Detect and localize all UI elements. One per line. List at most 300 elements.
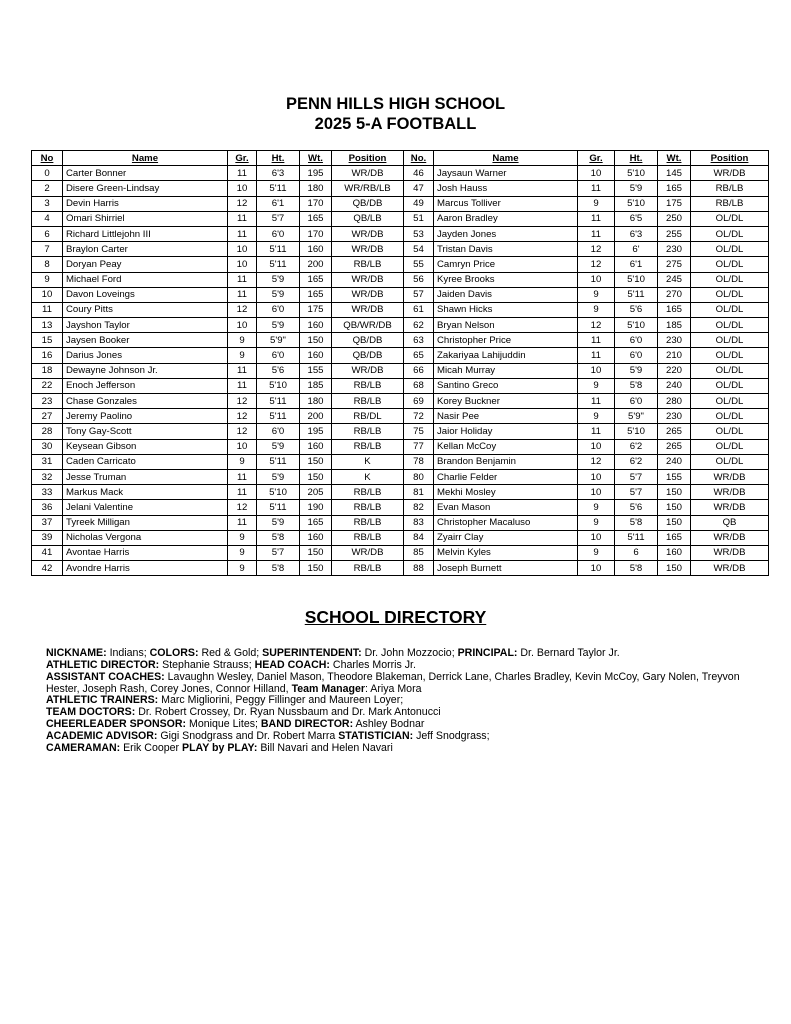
- player-weight: 165: [300, 211, 332, 226]
- cheerleader-sponsor-label: CHEERLEADER SPONSOR:: [46, 718, 187, 731]
- roster-row: [32, 226, 769, 241]
- player-position-2: RB/LB: [691, 196, 769, 211]
- player-height-2: 5'6: [615, 500, 658, 515]
- col-header-no: No: [32, 151, 63, 166]
- player-name-2: Jaysaun Warner: [434, 166, 578, 181]
- player-grade-2: 9: [578, 545, 615, 560]
- player-height: 5'7: [257, 211, 300, 226]
- player-name: Tyreek Milligan: [63, 515, 228, 530]
- player-grade: 9: [228, 530, 257, 545]
- player-grade-2: 11: [578, 333, 615, 348]
- player-position-2: WR/DB: [691, 545, 769, 560]
- player-position: RB/LB: [332, 500, 404, 515]
- player-weight: 200: [300, 409, 332, 424]
- player-height: 5'8: [257, 530, 300, 545]
- player-number: 31: [32, 454, 63, 469]
- player-grade: 11: [228, 485, 257, 500]
- player-grade: 9: [228, 545, 257, 560]
- col-header-position: Position: [332, 151, 404, 166]
- player-weight: 150: [300, 469, 332, 484]
- player-height: 6'0: [257, 302, 300, 317]
- player-number-2: 53: [404, 226, 434, 241]
- cameraman-value: Erik Cooper: [123, 741, 180, 754]
- player-grade-2: 9: [578, 287, 615, 302]
- roster-row: [32, 242, 769, 257]
- player-name-2: Josh Hauss: [434, 181, 578, 196]
- player-grade: 10: [228, 181, 257, 196]
- player-number: 6: [32, 226, 63, 241]
- player-height: 5'7: [257, 545, 300, 560]
- player-position-2: OL/DL: [691, 287, 769, 302]
- player-height: 5'11: [257, 257, 300, 272]
- col-header-weight: Wt.: [300, 151, 332, 166]
- player-grade: 11: [228, 272, 257, 287]
- player-position-2: OL/DL: [691, 242, 769, 257]
- player-name: Nicholas Vergona: [63, 530, 228, 545]
- player-position: RB/DL: [332, 409, 404, 424]
- player-name-2: Nasir Pee: [434, 409, 578, 424]
- player-weight-2: 175: [658, 196, 691, 211]
- player-height: 5'11: [257, 394, 300, 409]
- player-name: Coury Pitts: [63, 302, 228, 317]
- player-height-2: 5'11: [615, 287, 658, 302]
- player-number-2: 46: [404, 166, 434, 181]
- player-name: Dewayne Johnson Jr.: [63, 363, 228, 378]
- player-number-2: 82: [404, 500, 434, 515]
- player-weight-2: 165: [658, 181, 691, 196]
- player-grade-2: 11: [578, 181, 615, 196]
- roster-table: [31, 150, 769, 576]
- player-height: 5'11: [257, 409, 300, 424]
- player-number: 16: [32, 348, 63, 363]
- player-weight-2: 275: [658, 257, 691, 272]
- statistician-label: STATISTICIAN:: [338, 729, 414, 742]
- player-position: WR/DB: [332, 545, 404, 560]
- player-name: Braylon Carter: [63, 242, 228, 257]
- roster-row: [32, 363, 769, 378]
- player-name: Tony Gay-Scott: [63, 424, 228, 439]
- player-position: RB/LB: [332, 561, 404, 576]
- player-position-2: OL/DL: [691, 302, 769, 317]
- player-grade-2: 10: [578, 166, 615, 181]
- player-height: 5'9: [257, 469, 300, 484]
- player-height-2: 5'9: [615, 181, 658, 196]
- player-position: WR/DB: [332, 272, 404, 287]
- roster-row: [32, 439, 769, 454]
- player-grade-2: 11: [578, 394, 615, 409]
- player-number: 30: [32, 439, 63, 454]
- team-doctors-value: Dr. Robert Crossey, Dr. Ryan Nussbaum and Dr. Mark Antonucci: [138, 706, 441, 719]
- athletic-trainers-value: Marc Migliorini, Peggy Fillinger and Maureen Loyer;: [161, 694, 404, 707]
- player-height: 5'9: [257, 287, 300, 302]
- roster-row: [32, 545, 769, 560]
- player-weight: 205: [300, 485, 332, 500]
- player-position-2: OL/DL: [691, 454, 769, 469]
- player-height-2: 5'8: [615, 561, 658, 576]
- player-name-2: Evan Mason: [434, 500, 578, 515]
- player-position-2: WR/DB: [691, 561, 769, 576]
- athletic-director-value: Stephanie Strauss;: [162, 658, 252, 671]
- player-position-2: OL/DL: [691, 318, 769, 333]
- roster-row: [32, 166, 769, 181]
- player-weight-2: 150: [658, 500, 691, 515]
- player-grade: 11: [228, 287, 257, 302]
- player-name: Enoch Jefferson: [63, 378, 228, 393]
- player-number: 36: [32, 500, 63, 515]
- player-position-2: QB: [691, 515, 769, 530]
- col-header-weight-2: Wt.: [658, 151, 691, 166]
- player-name-2: Mekhi Mosley: [434, 485, 578, 500]
- player-height: 5'11: [257, 500, 300, 515]
- player-height-2: 5'9": [615, 409, 658, 424]
- roster-row: [32, 515, 769, 530]
- player-height-2: 5'6: [615, 302, 658, 317]
- player-position-2: OL/DL: [691, 211, 769, 226]
- player-name: Michael Ford: [63, 272, 228, 287]
- player-number-2: 85: [404, 545, 434, 560]
- player-name: Davon Loveings: [63, 287, 228, 302]
- player-weight: 160: [300, 318, 332, 333]
- player-height-2: 6': [615, 242, 658, 257]
- player-grade: 12: [228, 196, 257, 211]
- player-number-2: 83: [404, 515, 434, 530]
- player-weight: 160: [300, 530, 332, 545]
- player-name-2: Jaiden Davis: [434, 287, 578, 302]
- player-position-2: WR/DB: [691, 166, 769, 181]
- player-number-2: 51: [404, 211, 434, 226]
- player-weight-2: 160: [658, 545, 691, 560]
- directory-title: SCHOOL DIRECTORY: [304, 607, 487, 627]
- player-number-2: 54: [404, 242, 434, 257]
- roster-row: [32, 530, 769, 545]
- player-number: 28: [32, 424, 63, 439]
- player-height: 5'9: [257, 515, 300, 530]
- player-height: 5'9: [257, 439, 300, 454]
- player-number-2: 78: [404, 454, 434, 469]
- player-name: Markus Mack: [63, 485, 228, 500]
- player-name-2: Bryan Nelson: [434, 318, 578, 333]
- player-weight: 190: [300, 500, 332, 515]
- player-name: Avontae Harris: [63, 545, 228, 560]
- team-manager-value: : Ariya Mora: [364, 682, 422, 695]
- player-height-2: 5'11: [615, 530, 658, 545]
- player-grade: 12: [228, 409, 257, 424]
- player-height-2: 5'10: [615, 424, 658, 439]
- player-weight-2: 270: [658, 287, 691, 302]
- player-height-2: 5'10: [615, 196, 658, 211]
- player-weight: 150: [300, 333, 332, 348]
- head-coach-label: HEAD COACH:: [254, 658, 330, 671]
- player-weight: 160: [300, 242, 332, 257]
- player-weight-2: 210: [658, 348, 691, 363]
- colors-value: Red & Gold;: [201, 647, 260, 659]
- player-grade: 9: [228, 333, 257, 348]
- roster-row: [32, 469, 769, 484]
- player-weight-2: 165: [658, 530, 691, 545]
- player-position-2: OL/DL: [691, 424, 769, 439]
- player-position-2: OL/DL: [691, 363, 769, 378]
- player-position-2: WR/DB: [691, 485, 769, 500]
- player-position: WR/DB: [332, 226, 404, 241]
- player-height-2: 6: [615, 545, 658, 560]
- player-name-2: Micah Murray: [434, 363, 578, 378]
- roster-row: [32, 348, 769, 363]
- player-name: Richard Littlejohn III: [63, 226, 228, 241]
- player-grade: 9: [228, 561, 257, 576]
- player-height: 5'10: [257, 378, 300, 393]
- roster-row: [32, 211, 769, 226]
- col-header-name-2: Name: [434, 151, 578, 166]
- player-name: Caden Carricato: [63, 454, 228, 469]
- player-position: RB/LB: [332, 424, 404, 439]
- player-name: Doryan Peay: [63, 257, 228, 272]
- player-height-2: 6'5: [615, 211, 658, 226]
- band-director-value: Ashley Bodnar: [355, 718, 425, 731]
- player-grade: 10: [228, 439, 257, 454]
- player-grade-2: 12: [578, 318, 615, 333]
- player-weight-2: 155: [658, 469, 691, 484]
- player-weight: 160: [300, 348, 332, 363]
- player-number-2: 49: [404, 196, 434, 211]
- player-height-2: 5'9: [615, 363, 658, 378]
- player-name: Disere Green-Lindsay: [63, 181, 228, 196]
- player-height: 5'10: [257, 485, 300, 500]
- player-height: 6'0: [257, 348, 300, 363]
- player-number-2: 80: [404, 469, 434, 484]
- player-position: QB/LB: [332, 211, 404, 226]
- player-name-2: Melvin Kyles: [434, 545, 578, 560]
- player-number: 3: [32, 196, 63, 211]
- player-number-2: 77: [404, 439, 434, 454]
- player-grade-2: 12: [578, 454, 615, 469]
- play-by-play-label: PLAY by PLAY:: [182, 741, 258, 754]
- roster-row: [32, 181, 769, 196]
- player-position: WR/DB: [332, 302, 404, 317]
- player-height-2: 6'3: [615, 226, 658, 241]
- player-weight-2: 245: [658, 272, 691, 287]
- player-grade-2: 11: [578, 226, 615, 241]
- player-position: RB/LB: [332, 439, 404, 454]
- roster-row: [32, 409, 769, 424]
- player-number: 41: [32, 545, 63, 560]
- roster-row: [32, 394, 769, 409]
- player-weight-2: 250: [658, 211, 691, 226]
- player-weight-2: 165: [658, 302, 691, 317]
- player-number-2: 63: [404, 333, 434, 348]
- player-height-2: 6'2: [615, 454, 658, 469]
- player-position: WR/RB/LB: [332, 181, 404, 196]
- player-weight-2: 230: [658, 242, 691, 257]
- player-position-2: RB/LB: [691, 181, 769, 196]
- player-name: Jaysen Booker: [63, 333, 228, 348]
- col-header-no-2: No.: [404, 151, 434, 166]
- player-grade-2: 12: [578, 242, 615, 257]
- player-number: 42: [32, 561, 63, 576]
- player-number-2: 75: [404, 424, 434, 439]
- player-height: 6'1: [257, 196, 300, 211]
- player-weight-2: 255: [658, 226, 691, 241]
- player-grade: 11: [228, 378, 257, 393]
- player-number: 0: [32, 166, 63, 181]
- player-grade-2: 9: [578, 409, 615, 424]
- player-grade: 10: [228, 242, 257, 257]
- team-manager-label: Team Manager: [291, 682, 365, 695]
- roster-row: [32, 485, 769, 500]
- player-grade-2: 9: [578, 515, 615, 530]
- player-number-2: 57: [404, 287, 434, 302]
- player-position: WR/DB: [332, 363, 404, 378]
- player-number: 8: [32, 257, 63, 272]
- player-weight: 165: [300, 272, 332, 287]
- player-weight: 165: [300, 287, 332, 302]
- roster-row: [32, 287, 769, 302]
- player-number-2: 81: [404, 485, 434, 500]
- player-grade: 10: [228, 318, 257, 333]
- player-name-2: Jaior Holiday: [434, 424, 578, 439]
- player-height: 6'0: [257, 226, 300, 241]
- player-grade-2: 10: [578, 469, 615, 484]
- player-position: QB/DB: [332, 196, 404, 211]
- directory-line-3: [46, 672, 756, 696]
- player-number: 7: [32, 242, 63, 257]
- head-coach-value: Charles Morris Jr.: [332, 658, 416, 671]
- player-weight-2: 280: [658, 394, 691, 409]
- roster-row: [32, 454, 769, 469]
- player-name: Devin Harris: [63, 196, 228, 211]
- player-name-2: Brandon Benjamin: [434, 454, 578, 469]
- player-number: 9: [32, 272, 63, 287]
- principal-value: Dr. Bernard Taylor Jr.: [520, 647, 620, 659]
- player-grade: 12: [228, 302, 257, 317]
- roster-row: [32, 272, 769, 287]
- player-name-2: Joseph Burnett: [434, 561, 578, 576]
- player-name: Jeremy Paolino: [63, 409, 228, 424]
- play-by-play-value: Bill Navari and Helen Navari: [260, 741, 393, 754]
- nickname-value: Indians;: [109, 647, 147, 659]
- player-number: 23: [32, 394, 63, 409]
- player-name-2: Marcus Tolliver: [434, 196, 578, 211]
- player-name: Carter Bonner: [63, 166, 228, 181]
- player-weight: 160: [300, 439, 332, 454]
- player-number-2: 69: [404, 394, 434, 409]
- player-weight-2: 265: [658, 424, 691, 439]
- assistant-coaches-label: ASSISTANT COACHES:: [46, 670, 165, 683]
- player-grade-2: 10: [578, 530, 615, 545]
- col-header-grade-2: Gr.: [578, 151, 615, 166]
- roster-row: [32, 561, 769, 576]
- player-name: Chase Gonzales: [63, 394, 228, 409]
- col-header-grade: Gr.: [228, 151, 257, 166]
- player-number-2: 61: [404, 302, 434, 317]
- player-grade: 9: [228, 348, 257, 363]
- player-name-2: Christopher Macaluso: [434, 515, 578, 530]
- player-position-2: OL/DL: [691, 409, 769, 424]
- player-weight: 150: [300, 561, 332, 576]
- player-height: 5'6: [257, 363, 300, 378]
- player-position: WR/DB: [332, 166, 404, 181]
- player-position-2: OL/DL: [691, 394, 769, 409]
- player-grade: 11: [228, 226, 257, 241]
- player-number: 18: [32, 363, 63, 378]
- player-grade-2: 9: [578, 196, 615, 211]
- principal-label: PRINCIPAL:: [457, 647, 518, 659]
- player-position-2: OL/DL: [691, 272, 769, 287]
- roster-row: [32, 333, 769, 348]
- player-height: 6'3: [257, 166, 300, 181]
- player-name: Jelani Valentine: [63, 500, 228, 515]
- player-name: Darius Jones: [63, 348, 228, 363]
- player-number-2: 66: [404, 363, 434, 378]
- player-grade: 9: [228, 454, 257, 469]
- col-header-height: Ht.: [257, 151, 300, 166]
- player-name-2: Zakariyaa Lahijuddin: [434, 348, 578, 363]
- player-grade-2: 12: [578, 257, 615, 272]
- player-number: 39: [32, 530, 63, 545]
- player-weight-2: 145: [658, 166, 691, 181]
- player-name: Jayshon Taylor: [63, 318, 228, 333]
- player-position-2: WR/DB: [691, 469, 769, 484]
- player-grade: 12: [228, 500, 257, 515]
- player-number: 32: [32, 469, 63, 484]
- player-position: K: [332, 469, 404, 484]
- athletic-trainers-label: ATHLETIC TRAINERS:: [46, 694, 159, 707]
- player-grade-2: 9: [578, 302, 615, 317]
- player-position: WR/DB: [332, 287, 404, 302]
- player-height-2: 5'8: [615, 515, 658, 530]
- player-number: 10: [32, 287, 63, 302]
- player-weight: 195: [300, 166, 332, 181]
- cameraman-label: CAMERAMAN:: [46, 741, 121, 754]
- player-name-2: Christopher Price: [434, 333, 578, 348]
- player-position-2: OL/DL: [691, 257, 769, 272]
- player-name: Avondre Harris: [63, 561, 228, 576]
- player-weight: 195: [300, 424, 332, 439]
- player-height-2: 6'0: [615, 348, 658, 363]
- player-height: 5'9: [257, 318, 300, 333]
- player-height: 5'9: [257, 272, 300, 287]
- player-weight-2: 150: [658, 515, 691, 530]
- player-grade-2: 11: [578, 424, 615, 439]
- player-weight: 200: [300, 257, 332, 272]
- player-number: 33: [32, 485, 63, 500]
- player-weight: 180: [300, 394, 332, 409]
- player-weight-2: 230: [658, 333, 691, 348]
- player-weight-2: 150: [658, 485, 691, 500]
- player-position: RB/LB: [332, 485, 404, 500]
- player-position-2: OL/DL: [691, 439, 769, 454]
- player-weight-2: 240: [658, 378, 691, 393]
- player-name-2: Zyairr Clay: [434, 530, 578, 545]
- player-name-2: Santino Greco: [434, 378, 578, 393]
- player-number: 4: [32, 211, 63, 226]
- player-position: QB/DB: [332, 348, 404, 363]
- player-number-2: 47: [404, 181, 434, 196]
- player-weight: 180: [300, 181, 332, 196]
- player-number: 27: [32, 409, 63, 424]
- player-number: 37: [32, 515, 63, 530]
- player-height: 5'11: [257, 181, 300, 196]
- roster-row: [32, 378, 769, 393]
- player-weight: 170: [300, 226, 332, 241]
- player-grade-2: 9: [578, 500, 615, 515]
- player-weight-2: 220: [658, 363, 691, 378]
- player-grade-2: 9: [578, 378, 615, 393]
- player-grade: 11: [228, 515, 257, 530]
- superintendent-label: SUPERINTENDENT:: [262, 647, 362, 659]
- directory-line-8: [46, 743, 756, 755]
- col-header-position-2: Position: [691, 151, 769, 166]
- player-weight: 165: [300, 515, 332, 530]
